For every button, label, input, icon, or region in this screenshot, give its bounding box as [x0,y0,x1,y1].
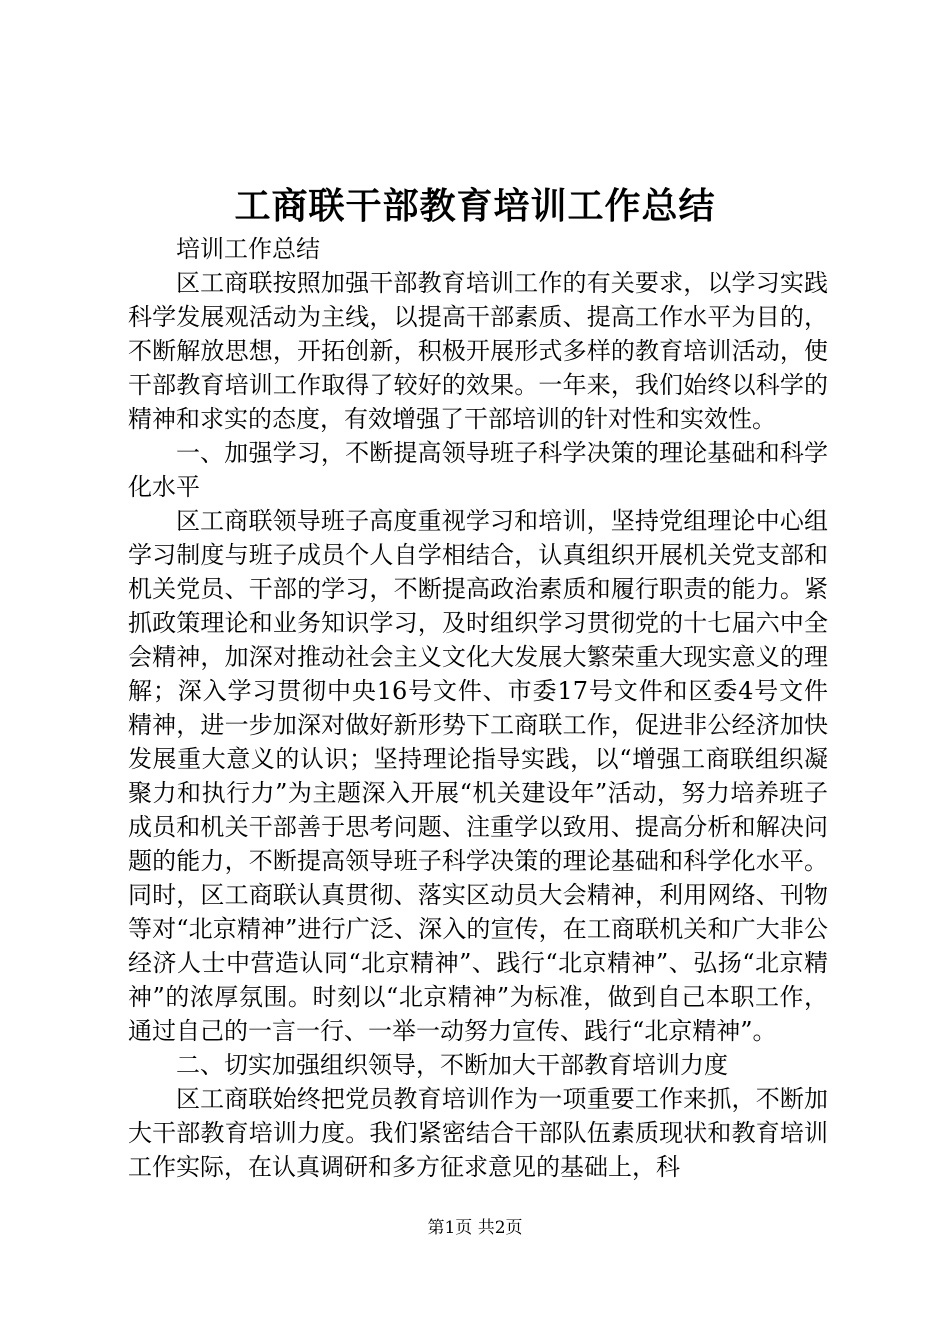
document-title: 工商联干部教育培训工作总结 [234,185,716,227]
page-number-footer: 第1页 共2页 [427,1218,523,1238]
paragraph-intro: 区工商联按照加强干部教育培训工作的有关要求，以学习实践科学发展观活动为主线，以提高干部素质、提高工作水平为目的，不断解放思想，开拓创新，积极开展形式多样的教育培训活动，使干部教育培训工作取得了较好的效果。一年来，我们始终以科学的精神和求实的态度，有效增强了干部培训的针对性和实效性。 [128,269,828,433]
paragraph-section-2: 区工商联始终把党员教育培训作为一项重要工作来抓，不断加大干部教育培训力度。我们紧密结合干部队伍素质现状和教育培训工作实际，在认真调研和多方征求意见的基础上，科 [128,1085,828,1181]
section-heading-2: 二、切实加强组织领导，不断加大干部教育培训力度 [176,1051,728,1079]
paragraph-section-1: 区工商联领导班子高度重视学习和培训，坚持党组理论中心组学习制度与班子成员个人自学相结合，认真组织开展机关党支部和机关党员、干部的学习，不断提高政治素质和履行职责的能力。紧抓政策理论和业务知识学习，及时组织学习贯彻党的十七届六中全会精神，加深对推动社会主义文化大发展大繁荣重大现实意义的理解；深入学习贯彻中央16号文件、市委17号文件和区委4号文件精神，进一步加深对做好新形势下工商联工作，促进非公经济加快发展重大意义的认识；坚持理论指导实践，以“增强工商联组织凝聚力和执行力”为主题深入开展“机关建设年”活动，努力培养班子成员和机关干部善于思考问题、注重学以致用、提高分析和解决问题的能力，不断提高领导班子科学决策的理论基础和科学化水平。同时，区工商联认真贯彻、落实区动员大会精神，利用网络、刊物等对“北京精神”进行广泛、深入的宣传，在工商联机关和广大非公经济人士中营造认同“北京精神”、践行“北京精神”、弘扬“北京精神”的浓厚氛围。时刻以“北京精神”为标准，做到自己本职工作，通过自己的一言一行、一举一动努力宣传、践行“北京精神”。 [128,507,828,1045]
document-subtitle: 培训工作总结 [176,235,320,263]
section-heading-1: 一、加强学习，不断提高领导班子科学决策的理论基础和科学化水平 [128,439,828,501]
document-body [128,232,828,1184]
